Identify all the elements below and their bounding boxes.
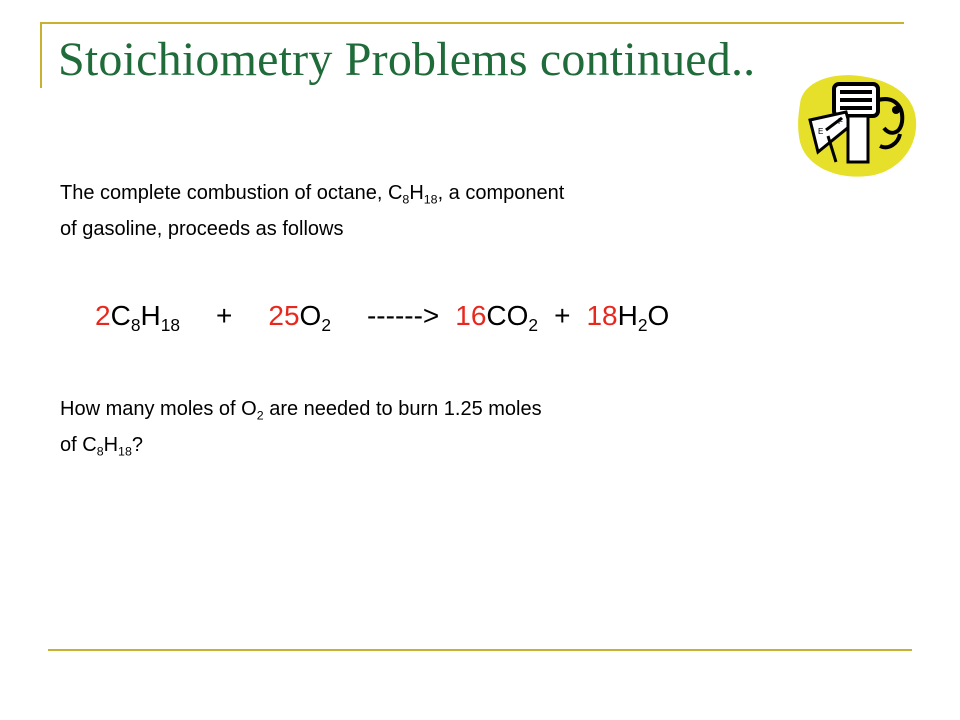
plus-sign: + (216, 300, 233, 331)
left-border-rule (40, 22, 42, 88)
gas-pump-icon (788, 70, 928, 180)
water-coefficient: 18 (586, 300, 618, 331)
co2-coefficient: 16 (455, 300, 487, 331)
pump-body (848, 116, 868, 162)
question-paragraph (60, 391, 542, 463)
intro-line-1: The complete combustion of octane, $C_8H_{18}$, a component (60, 182, 565, 207)
svg-text:E: E (818, 127, 824, 136)
question-line-2: of $C_8H_{18}$? (60, 434, 143, 459)
question-line-1: How many moles of $O_2$ are needed to burn 1.25 moles (60, 398, 542, 423)
intro-line-2: of gasoline, proceeds as follows (60, 218, 344, 240)
svg-text:F: F (838, 117, 843, 126)
octane-coefficient: 2 (95, 300, 111, 331)
bottom-border-rule (48, 649, 912, 651)
oxygen-coefficient: 25 (268, 300, 300, 331)
reaction-arrow: ------> (366, 300, 440, 331)
page-title: Stoichiometry Problems continued.. (58, 33, 756, 86)
plus-sign: + (554, 300, 571, 331)
chemical-equation: $2C_8H_{18} + 25O_2$ ------> $16CO_2 + 18H_2O$ (95, 300, 670, 336)
top-border-rule (40, 22, 904, 24)
intro-paragraph (60, 175, 564, 247)
